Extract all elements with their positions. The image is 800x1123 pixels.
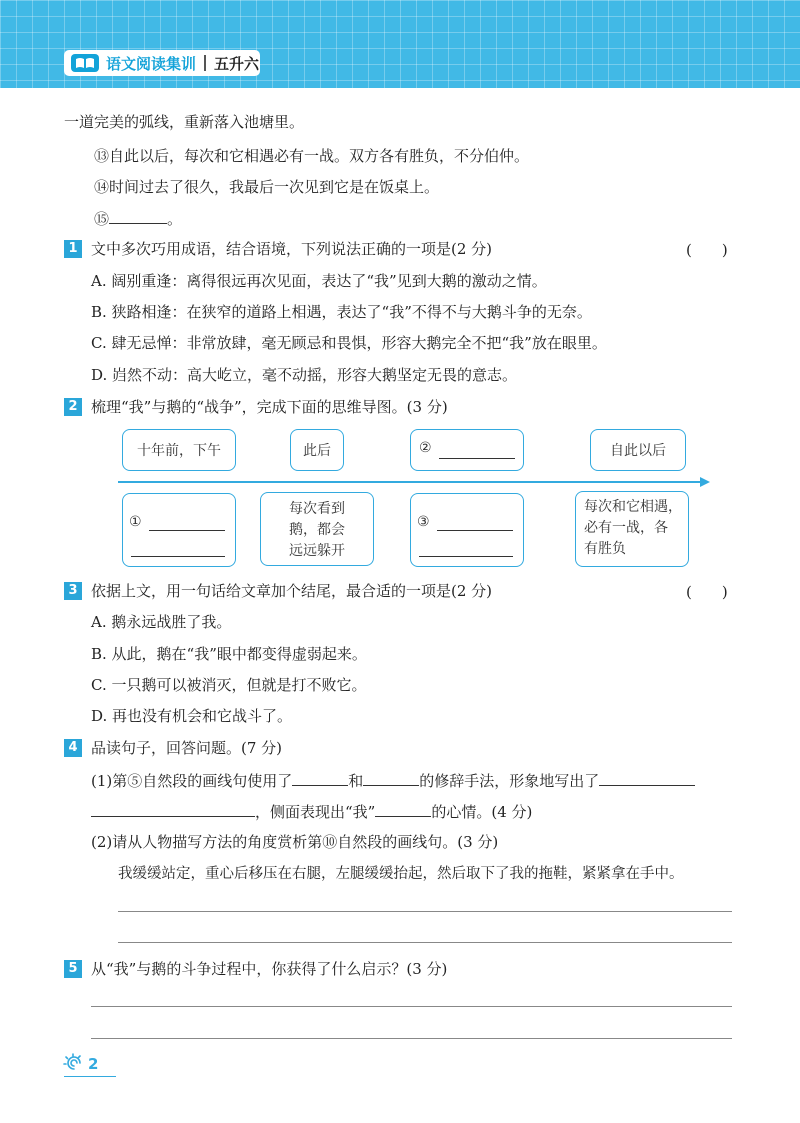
paragraph-13: ⑬自此以后，每次和它相遇必有一战。双方各有胜负，不分伯仲。 (94, 147, 530, 165)
mindmap-bottom-box-4 (575, 491, 689, 567)
mindmap-top-box-3[interactable] (410, 429, 524, 471)
mindmap-bottom-box-3[interactable] (410, 493, 524, 567)
book-icon (70, 53, 100, 73)
question-2-stem: 梳理“我”与鹅的“战争”，完成下面的思维导图。(3 分) (91, 398, 448, 416)
mindmap-bottom-box-1[interactable] (122, 493, 236, 567)
answer-blank[interactable] (292, 770, 348, 786)
mindmap-bottom-box-2-line: 远远躲开 (289, 543, 345, 559)
answer-blank[interactable] (375, 801, 431, 817)
mindmap-top-box-4: 自此以后 (590, 429, 686, 471)
paragraph-15-blank[interactable] (109, 208, 167, 224)
mindmap-label-2: ② (419, 440, 432, 456)
footer-divider (64, 1076, 116, 1077)
answer-line[interactable] (118, 911, 732, 912)
question-2-number: 2 (64, 398, 82, 416)
mindmap-blank-1b[interactable] (131, 556, 225, 557)
mindmap-label-3: ③ (417, 514, 430, 530)
answer-line[interactable] (91, 1006, 732, 1007)
paragraph-15-end: 。 (167, 210, 183, 228)
passage-line: 一道完美的弧线，重新落入池塘里。 (64, 113, 305, 131)
mindmap-blank-2[interactable] (439, 458, 515, 459)
answer-line[interactable] (91, 1038, 732, 1039)
mindmap-label-1: ① (129, 514, 142, 530)
mindmap-bottom-box-2-line: 鹅，都会 (289, 522, 345, 538)
question-3-option-b[interactable]: B. 从此，鹅在“我”眼中都变得虚弱起来。 (91, 645, 367, 663)
mindmap-top-box-2: 此后 (290, 429, 344, 471)
mindmap-top-box-1: 十年前，下午 (122, 429, 236, 471)
question-4-sub-1-line-2 (91, 801, 532, 822)
question-1-answer-paren[interactable]: ( ) (686, 241, 728, 259)
answer-blank[interactable] (599, 770, 695, 786)
mindmap-bottom-box-4-line: 必有一战，各 (584, 520, 668, 536)
answer-line[interactable] (118, 942, 732, 943)
timeline-arrow (118, 481, 704, 483)
question-1-option-b[interactable]: B. 狭路相逢：在狭窄的道路上相遇，表达了“我”不得不与大鹅斗争的无奈。 (91, 303, 592, 321)
question-4-sub-1-text: 和 (348, 772, 364, 790)
question-1-option-d[interactable]: D. 岿然不动：高大屹立，毫不动摇，形容大鹅坚定无畏的意志。 (91, 366, 518, 384)
sun-swirl-icon (62, 1052, 86, 1076)
question-3-option-c[interactable]: C. 一只鹅可以被消灭，但就是打不败它。 (91, 676, 367, 694)
question-1-stem: 文中多次巧用成语，结合语境，下列说法正确的一项是(2 分) (91, 240, 493, 258)
paragraph-15-number: ⑮ (94, 210, 110, 228)
header-grade: 五升六 (214, 54, 260, 73)
question-4-sub-1-line-1 (91, 770, 695, 791)
question-3-number: 3 (64, 582, 82, 600)
page-header (0, 0, 800, 88)
mindmap-blank-3b[interactable] (419, 556, 513, 557)
mindmap-blank-1a[interactable] (149, 530, 225, 531)
mindmap-bottom-box-2 (260, 492, 374, 566)
question-4-number: 4 (64, 739, 82, 757)
question-5-number: 5 (64, 960, 82, 978)
mindmap-bottom-box-2-line: 每次看到 (289, 501, 345, 517)
question-4-sub-1-text: (1)第⑤自然段的画线句使用了 (91, 772, 293, 790)
question-1-option-c[interactable]: C. 肆无忌惮：非常放肆，毫无顾忌和畏惧，形容大鹅完全不把“我”放在眼里。 (91, 334, 607, 352)
mindmap-blank-3a[interactable] (437, 530, 513, 531)
header-label (64, 50, 260, 76)
paragraph-15 (94, 208, 182, 229)
question-4-sub-1-text: 的心情。(4 分) (431, 803, 533, 821)
question-4-sub-1-text: 的修辞手法，形象地写出了 (419, 772, 600, 790)
timeline-arrow-head (700, 477, 710, 487)
mindmap-bottom-box-4-line: 每次和它相遇， (584, 499, 682, 515)
question-3-stem: 依据上文，用一句话给文章加个结尾，最合适的一项是(2 分) (91, 582, 493, 600)
page-number: 2 (88, 1055, 99, 1073)
answer-blank[interactable] (91, 801, 255, 817)
question-3-answer-paren[interactable]: ( ) (686, 583, 728, 601)
question-5-stem: 从“我”与鹅的斗争过程中，你获得了什么启示？(3 分) (91, 960, 448, 978)
paragraph-14: ⑭时间过去了很久，我最后一次见到它是在饭桌上。 (94, 178, 440, 196)
question-4-sub-1-text: ，侧面表现出“我” (255, 803, 376, 821)
answer-blank[interactable] (363, 770, 419, 786)
question-1-option-a[interactable]: A. 阔别重逢：离得很远再次见面，表达了“我”见到大鹅的激动之情。 (91, 272, 547, 290)
question-3-option-d[interactable]: D. 再也没有机会和它战斗了。 (91, 707, 293, 725)
mindmap-bottom-box-4-line: 有胜负 (584, 541, 626, 557)
question-1-number: 1 (64, 240, 82, 258)
header-separator (204, 55, 206, 71)
question-3-option-a[interactable]: A. 鹅永远战胜了我。 (91, 613, 232, 631)
question-4-stem: 品读句子，回答问题。(7 分) (91, 739, 283, 757)
header-title: 语文阅读集训 (106, 54, 197, 73)
question-4-sub-2: (2)请从人物描写方法的角度赏析第⑩自然段的画线句。(3 分) (91, 833, 499, 851)
question-4-quote: 我缓缓站定，重心后移压在右腿，左腿缓缓抬起，然后取下了我的拖鞋，紧紧拿在手中。 (118, 866, 684, 882)
